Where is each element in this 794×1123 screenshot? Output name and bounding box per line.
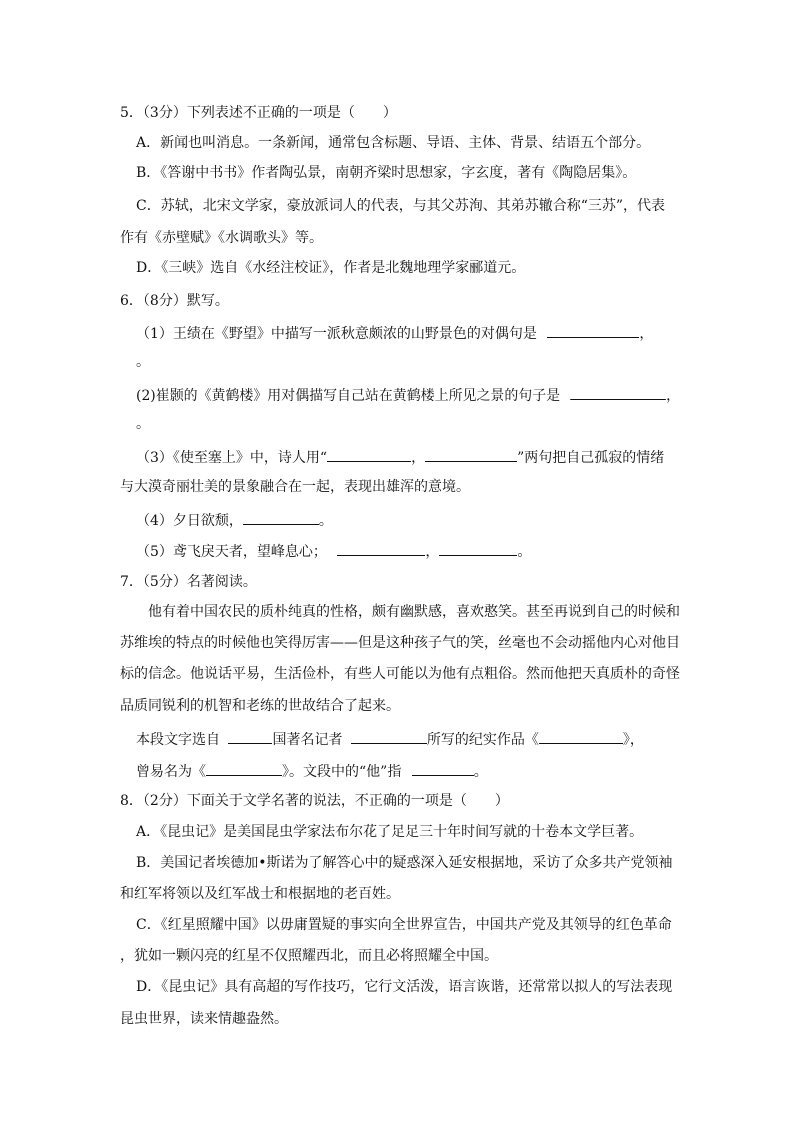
q6-item-1-text: （1）王绩在《野望》中描写一派秋意颇浓的山野景色的对偶句是 (136, 326, 537, 342)
q8-option-d-line1: D．《昆虫记》具有高超的写作技巧，它行文活泼，语言诙谐，还常常以拟人的写法表现 (136, 979, 673, 995)
q6-stem: 6．（8分）默写。 (120, 293, 229, 309)
q6-item-2-blank (571, 384, 667, 400)
q6-item-5 (136, 540, 531, 560)
q6-item-3-cont: 与大漠奇丽壮美的景象融合在一起，表现出雄浑的意境。 (120, 479, 470, 495)
q6-comma: ， (411, 450, 426, 466)
q7-passage-line1: 他有着中国农民的质朴纯真的性格，颇有幽默感，喜欢憨笑。甚至再说到自己的时候和 (148, 604, 680, 620)
q6-item-3 (136, 446, 664, 466)
q7-passage-line4: 品质同锐利的机智和老练的世故结合了起来。 (120, 698, 400, 714)
q7-blank-country (228, 728, 272, 744)
q6-period: 。 (517, 544, 532, 560)
q5-option-a: A．新闻也叫消息。一条新闻，通常包含标题、导语、主体、背景、结语五个部分。 (136, 135, 651, 151)
q7-blank-title (539, 728, 623, 744)
q6-item-1-cont: 。 (136, 354, 150, 370)
q7-fill-text-b: 国著名记者 (272, 732, 343, 748)
q7-blank-former-title (206, 760, 282, 776)
q8-option-b-line2: 和红军将领以及红军战士和根据地的老百姓。 (120, 886, 400, 902)
q7-passage-line3: 标的信念。他说话平易，生活俭朴，有些人可能以为他有点粗俗。然而他把天真质朴的奇怪 (120, 666, 680, 682)
q6-item-4 (136, 509, 333, 529)
q6-item-5-text: （5）鸢飞戾天者，望峰息心； (136, 544, 327, 560)
q6-item-1-blank (547, 322, 639, 338)
q6-item-1 (136, 322, 653, 342)
q6-item-5-blank-1 (337, 540, 425, 556)
q7-fill-text-g: 。 (473, 764, 488, 780)
q6-item-3-blank-1 (327, 446, 411, 462)
q6-item-3-text-a: （3）《使至塞上》中，诗人用“ (136, 450, 328, 466)
q7-fill-line2 (136, 760, 488, 780)
q6-item-5-blank-2 (439, 540, 517, 556)
q6-item-4-text: （4）夕日欲颓， (136, 513, 243, 529)
q8-option-c-line2: ，犹如一颗闪亮的红星不仅照耀西北，而且必将照耀全中国。 (120, 948, 498, 964)
q6-comma: ， (666, 388, 681, 404)
q7-fill-text-f: 》。文段中的“他”指 (282, 764, 402, 780)
q7-blank-author (351, 728, 427, 744)
q6-comma: ， (425, 544, 440, 560)
q5-option-c-line1: C．苏轼，北宋文学家，豪放派词人的代表，与其父苏洵、其弟苏辙合称“三苏”，代表 (136, 198, 666, 214)
q5-stem: 5．（3分）下列表述不正确的一项是（ ） (120, 105, 397, 121)
q8-option-b-line1: B．美国记者埃德加•斯诺为了解答心中的疑惑深入延安根据地，采访了众多共产党领袖 (136, 855, 673, 871)
q7-fill-text-e: 曾易名为《 (136, 764, 206, 780)
q7-passage-line2: 苏维埃的特点的时候他也笑得厉害——但是这种孩子气的笑，丝毫也不会动摇他内心对他目 (120, 635, 680, 651)
q8-option-d-line2: 昆虫世界，读来情趣盎然。 (120, 1011, 288, 1027)
q7-stem: 7．（5分）名著阅读。 (120, 574, 257, 590)
q6-item-2 (136, 384, 680, 404)
q7-fill-text-d: 》， (622, 732, 644, 748)
q6-item-3-text-b: ”两句把自己孤寂的情绪 (517, 450, 665, 466)
q6-item-2-text: (2)崔颢的《黄鹤楼》用对偶描写自己站在黄鹤楼上所见之景的句子是 (136, 388, 561, 404)
q5-option-b: B．《答谢中书书》作者陶弘景，南朝齐梁时思想家，字玄度，著有《陶隐居集》。 (136, 165, 637, 181)
q6-period: 。 (318, 513, 333, 529)
q6-item-2-cont: 。 (136, 416, 150, 432)
q7-fill-line1 (136, 728, 644, 748)
q7-fill-text-a: 本段文字选自 (136, 732, 220, 748)
q8-stem: 8．（2分）下面关于文学名著的说法，不正确的一项是（ ） (120, 793, 509, 809)
q8-option-c-line1: C．《红星照耀中国》以毋庸置疑的事实向全世界宣告，中国共产党及其领导的红色革命 (136, 917, 672, 933)
q7-blank-he (412, 760, 474, 776)
q8-option-a: A．《昆虫记》是美国昆虫学家法布尔花了足足三十年时间写就的十卷本文学巨著。 (136, 824, 644, 840)
q6-item-3-blank-2 (425, 446, 517, 462)
q7-fill-text-c: 所写的纪实作品《 (426, 732, 539, 748)
q6-comma: ， (639, 326, 654, 342)
q5-option-c-line2: 作有《赤壁赋》《水调歌头》等。 (120, 230, 323, 246)
q6-item-4-blank (243, 509, 319, 525)
q5-option-d: D．《三峡》选自《水经注校证》，作者是北魏地理学家郦道元。 (136, 260, 526, 276)
